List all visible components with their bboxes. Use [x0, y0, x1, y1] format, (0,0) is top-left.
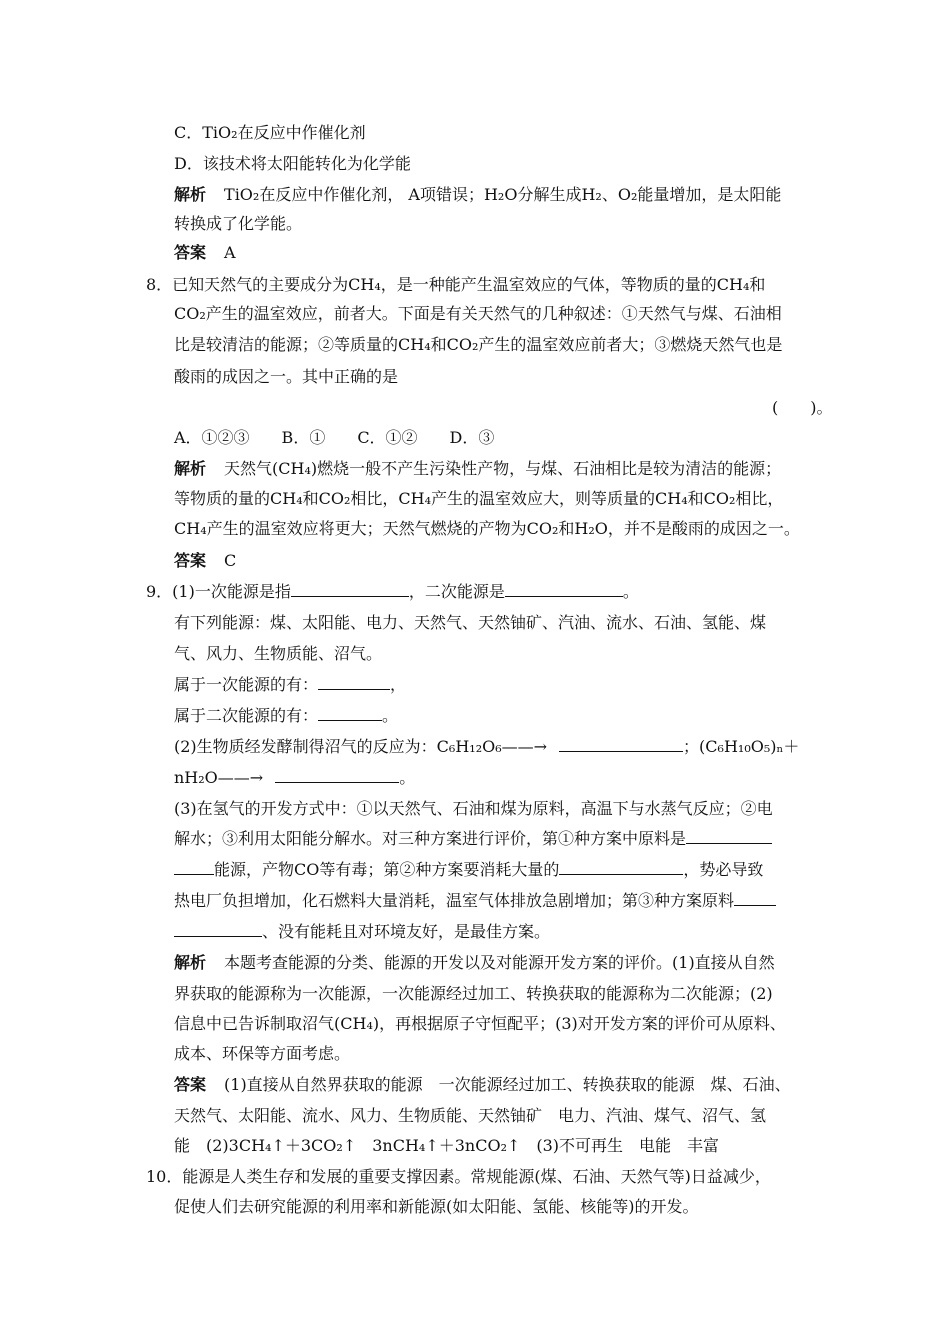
q9-analysis-line-4: 成本、环保等方面考虑。	[174, 1044, 351, 1063]
q9-part2-line-1	[174, 736, 799, 758]
q9-part1	[146, 581, 639, 603]
fill-blank[interactable]	[318, 705, 382, 721]
answer-label: 答案	[174, 243, 207, 262]
q9-part1-text: 9．(1)一次能源是指	[146, 582, 291, 601]
q8-stem-line-4: 酸雨的成因之一。其中正确的是	[174, 367, 399, 386]
q9-part3-line-2	[174, 828, 772, 850]
q9-list-line-2: 气、风力、生物质能、沼气。	[174, 644, 383, 663]
q9-secondary	[174, 705, 398, 727]
q9-analysis-line-3: 信息中已告诉制取沼气(CH₄)，再根据原子守恒配平；(3)对开发方案的评价可从原料、	[174, 1014, 786, 1033]
q9-part3-line-3	[174, 859, 763, 881]
q8-stem-line-3: 比是较清洁的能源；②等质量的CH₄和CO₂产生的温室效应前者大；③燃烧天然气也是	[174, 335, 783, 354]
q9-primary	[174, 674, 406, 696]
q8-analysis-line-1	[174, 458, 781, 480]
q7-option-d: D．该技术将太阳能转化为化学能	[174, 154, 411, 173]
answer-value: C	[224, 551, 237, 570]
q9-part3-line-1: (3)在氢气的开发方式中：①以天然气、石油和煤为原料，高温下与水蒸气反应；②电	[174, 799, 773, 818]
q10-stem-line-1: 10．能源是人类生存和发展的重要支撑因素。常规能源(煤、石油、天然气等)日益减少，	[146, 1167, 771, 1186]
q9-answer-line-1	[174, 1074, 791, 1096]
analysis-text: 本题考查能源的分类、能源的开发以及对能源开发方案的评价。(1)直接从自然	[224, 953, 775, 972]
q9-part2-text: (2)生物质经发酵制得沼气的反应为：C₆H₁₂O₆——→	[174, 737, 548, 756]
q9-list-line-1: 有下列能源：煤、太阳能、电力、天然气、天然铀矿、汽油、流水、石油、氢能、煤	[174, 613, 767, 632]
answer-value: A	[224, 243, 236, 262]
q9-part2-line-2	[174, 767, 415, 789]
answer-label: 答案	[174, 1075, 207, 1094]
analysis-text: 天然气(CH₄)燃烧一般不产生污染性产物，与煤、石油相比是较为清洁的能源；	[224, 459, 782, 478]
q9-primary-text: 属于一次能源的有：	[174, 675, 319, 694]
q7-analysis-line-2: 转换成了化学能。	[174, 214, 303, 233]
q9-part3-line-5	[174, 921, 550, 943]
q9-primary-text: ，	[390, 675, 407, 694]
q10-stem-line-2: 促使人们去研究能源的利用率和新能源(如太阳能、氢能、核能等)的开发。	[174, 1197, 699, 1216]
q8-stem-line-2: CO₂产生的温室效应，前者大。下面是有关天然气的几种叙述：①天然气与煤、石油相	[174, 304, 782, 323]
q9-part3-text: 能源，产物CO等有毒；第②种方案要消耗大量的	[214, 860, 560, 879]
fill-blank[interactable]	[734, 890, 776, 906]
analysis-label: 解析	[174, 459, 207, 478]
q7-option-c: C．TiO₂在反应中作催化剂	[174, 123, 366, 142]
q9-part3-line-4	[174, 890, 776, 912]
q8-answer	[174, 550, 236, 572]
q9-secondary-text: 。	[382, 706, 399, 725]
q8-answer-bracket: ( )。	[772, 398, 833, 417]
q9-part3-text: 解水；③利用太阳能分解水。对三种方案进行评价，第①种方案中原料是	[174, 829, 687, 848]
fill-blank[interactable]	[174, 921, 262, 937]
q9-secondary-text: 属于二次能源的有：	[174, 706, 319, 725]
q9-analysis-line-1	[174, 952, 775, 974]
fill-blank[interactable]	[275, 767, 399, 783]
q7-analysis-line-1	[174, 184, 781, 206]
fill-blank[interactable]	[174, 859, 214, 875]
answer-text: (1)直接从自然界获取的能源 一次能源经过加工、转换获取的能源 煤、石油、	[224, 1075, 791, 1094]
analysis-label: 解析	[174, 185, 207, 204]
q9-part2-text: nH₂O——→	[174, 768, 264, 787]
fill-blank[interactable]	[318, 674, 390, 690]
q9-part1-text: ，二次能源是	[408, 582, 505, 601]
analysis-label: 解析	[174, 953, 207, 972]
answer-label: 答案	[174, 551, 207, 570]
fill-blank[interactable]	[559, 736, 683, 752]
q9-part3-text: 、没有能耗且对环境友好，是最佳方案。	[262, 922, 551, 941]
q8-stem-line-1: 8．已知天然气的主要成分为CH₄，是一种能产生温室效应的气体，等物质的量的CH₄和	[146, 275, 766, 294]
q9-answer-line-2: 天然气、太阳能、流水、风力、生物质能、天然铀矿 电力、汽油、煤气、沼气、氢	[174, 1106, 767, 1125]
q9-answer-line-3: 能 (2)3CH₄↑＋3CO₂↑ 3nCH₄↑＋3nCO₂↑ (3)不可再生 电能 丰富	[174, 1136, 720, 1155]
q8-analysis-line-2: 等物质的量的CH₄和CO₂相比，CH₄产生的温室效应大，则等质量的CH₄和CO₂相比，	[174, 489, 784, 508]
q9-part3-text: 热电厂负担增加，化石燃料大量消耗，温室气体排放急剧增加；第③种方案原料	[174, 891, 735, 910]
q9-part2-text: ；(C₆H₁₀O₅)ₙ＋	[683, 737, 800, 756]
q8-analysis-line-3: CH₄产生的温室效应将更大；天然气燃烧的产物为CO₂和H₂O，并不是酸雨的成因之一。	[174, 519, 800, 538]
fill-blank[interactable]	[559, 859, 683, 875]
q8-options: A．①②③ B．① C．①② D．③	[174, 428, 495, 447]
q9-part3-text: ，势必导致	[683, 860, 764, 879]
q9-part2-text: 。	[399, 768, 416, 787]
fill-blank[interactable]	[686, 828, 772, 844]
q9-analysis-line-2: 界获取的能源称为一次能源，一次能源经过加工、转换获取的能源称为二次能源；(2)	[174, 984, 773, 1003]
fill-blank[interactable]	[291, 581, 409, 597]
q9-part1-text: 。	[622, 582, 639, 601]
q7-answer	[174, 242, 236, 264]
analysis-text: TiO₂在反应中作催化剂， A项错误；H₂O分解生成H₂、O₂能量增加，是太阳能	[224, 185, 782, 204]
fill-blank[interactable]	[505, 581, 623, 597]
